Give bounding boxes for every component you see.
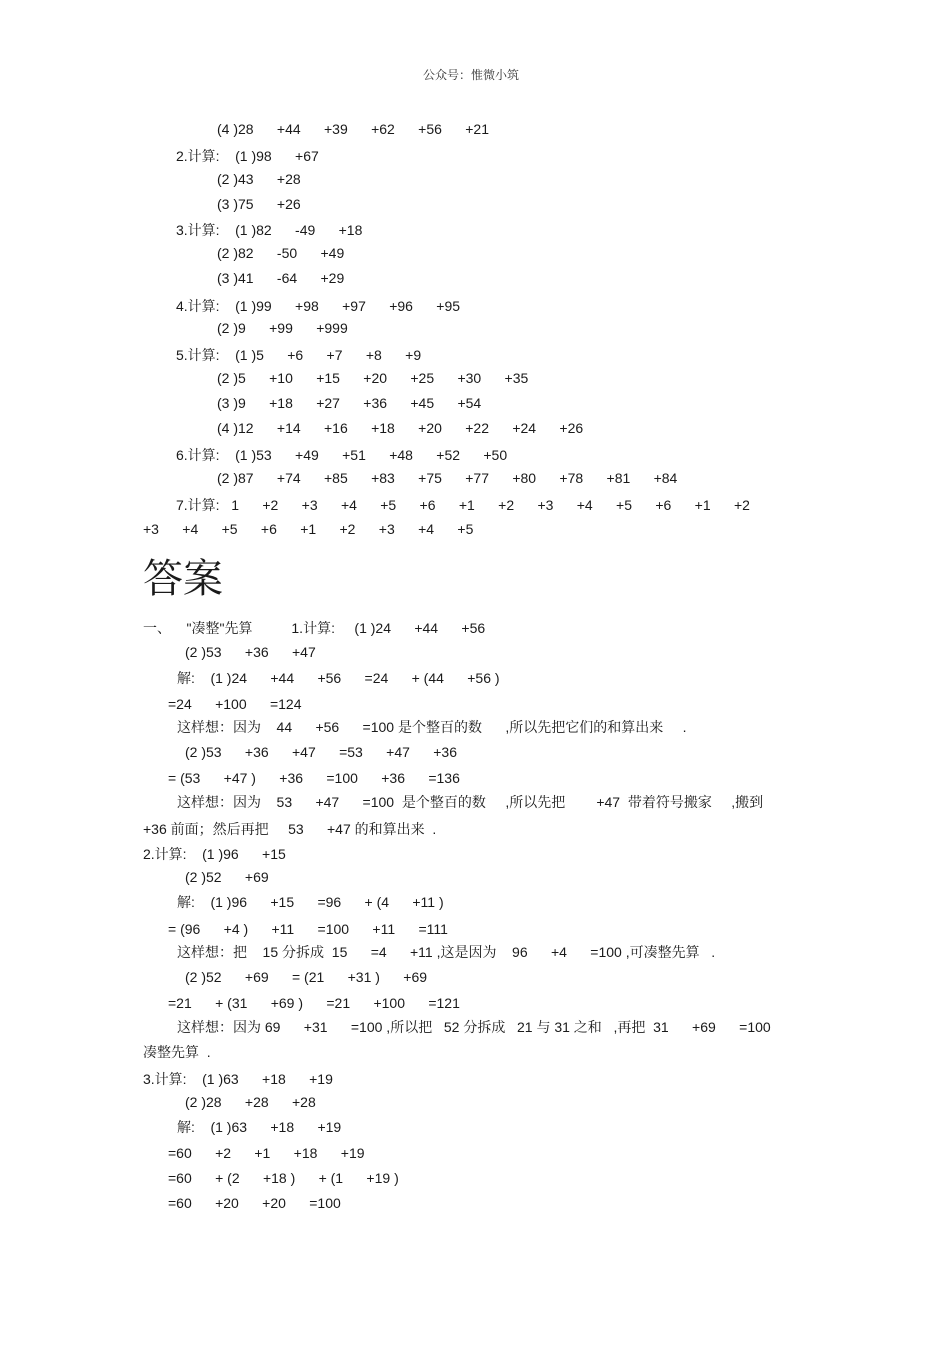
text-line: 解: (1 )63 +18 +19: [177, 1119, 342, 1135]
text-line: 4.计算: (1 )99 +98 +97 +96 +95: [176, 298, 461, 314]
text-line: (2 )87 +74 +85 +83 +75 +77 +80 +78 +81 +84: [217, 470, 678, 486]
text-line: (4 )28 +44 +39 +62 +56 +21: [217, 121, 490, 137]
text-line: 3.计算: (1 )63 +18 +19: [143, 1071, 333, 1087]
text-line: 这样想：因为 69 +31 =100 ,所以把 52 分拆成 21 与 31 之和 ,再把 31 +69 =100: [177, 1019, 771, 1035]
text-line: =60 +20 +20 =100: [168, 1195, 341, 1211]
text-line: = (53 +47 ) +36 =100 +36 =136: [168, 770, 460, 786]
text-line: 凑整先算 .: [143, 1044, 211, 1060]
text-line: (2 )53 +36 +47: [185, 644, 316, 660]
text-line: =24 +100 =124: [168, 696, 302, 712]
text-line: 一、 "凑整"先算 1.计算: (1 )24 +44 +56: [143, 620, 486, 636]
text-line: = (96 +4 ) +11 =100 +11 =111: [168, 921, 448, 937]
text-line: (2 )52 +69: [185, 869, 269, 885]
page-header: 公众号：惟微小筑: [423, 68, 520, 82]
text-line: (2 )5 +10 +15 +20 +25 +30 +35: [217, 370, 529, 386]
text-line: +3 +4 +5 +6 +1 +2 +3 +4 +5: [143, 521, 474, 537]
text-line: (2 )43 +28: [217, 171, 301, 187]
text-line: 这样想：因为 53 +47 =100 是个整百的数 ,所以先把 +47 带着符号搬家 ,搬到: [177, 794, 764, 810]
text-line: (3 )75 +26: [217, 196, 301, 212]
text-line: (2 )52 +69 = (21 +31 ) +69: [185, 969, 428, 985]
text-line: 6.计算: (1 )53 +49 +51 +48 +52 +50: [176, 447, 508, 463]
text-line: 解: (1 )96 +15 =96 + (4 +11 ): [177, 894, 444, 910]
text-line: (2 )82 -50 +49: [217, 245, 345, 261]
text-line: 5.计算: (1 )5 +6 +7 +8 +9: [176, 347, 422, 363]
text-line: (4 )12 +14 +16 +18 +20 +22 +24 +26: [217, 420, 584, 436]
text-line: 解: (1 )24 +44 +56 =24 + (44 +56 ): [177, 670, 500, 686]
text-line: 7.计算: 1 +2 +3 +4 +5 +6 +1 +2 +3 +4 +5 +6 +1 +2: [176, 497, 750, 513]
text-line: 2.计算: (1 )98 +67: [176, 148, 319, 164]
text-line: (2 )9 +99 +999: [217, 320, 348, 336]
text-line: =21 + (31 +69 ) =21 +100 =121: [168, 995, 460, 1011]
text-line: (2 )28 +28 +28: [185, 1094, 316, 1110]
text-line: (3 )9 +18 +27 +36 +45 +54: [217, 395, 482, 411]
text-line: =60 +2 +1 +18 +19: [168, 1145, 365, 1161]
text-line: =60 + (2 +18 ) + (1 +19 ): [168, 1170, 399, 1186]
text-line: 这样想：因为 44 +56 =100 是个整百的数 ,所以先把它们的和算出来 .: [177, 719, 687, 735]
text-line: (2 )53 +36 +47 =53 +47 +36: [185, 744, 458, 760]
text-line: (3 )41 -64 +29: [217, 270, 345, 286]
text-line: 2.计算: (1 )96 +15: [143, 846, 286, 862]
answers-heading: 答案: [143, 557, 223, 601]
text-line: 这样想：把 15 分拆成 15 =4 +11 ,这是因为 96 +4 =100 ,可凑整先算 .: [177, 944, 716, 960]
text-line: 3.计算: (1 )82 -49 +18: [176, 222, 363, 238]
text-line: +36 前面；然后再把 53 +47 的和算出来 .: [143, 821, 437, 837]
